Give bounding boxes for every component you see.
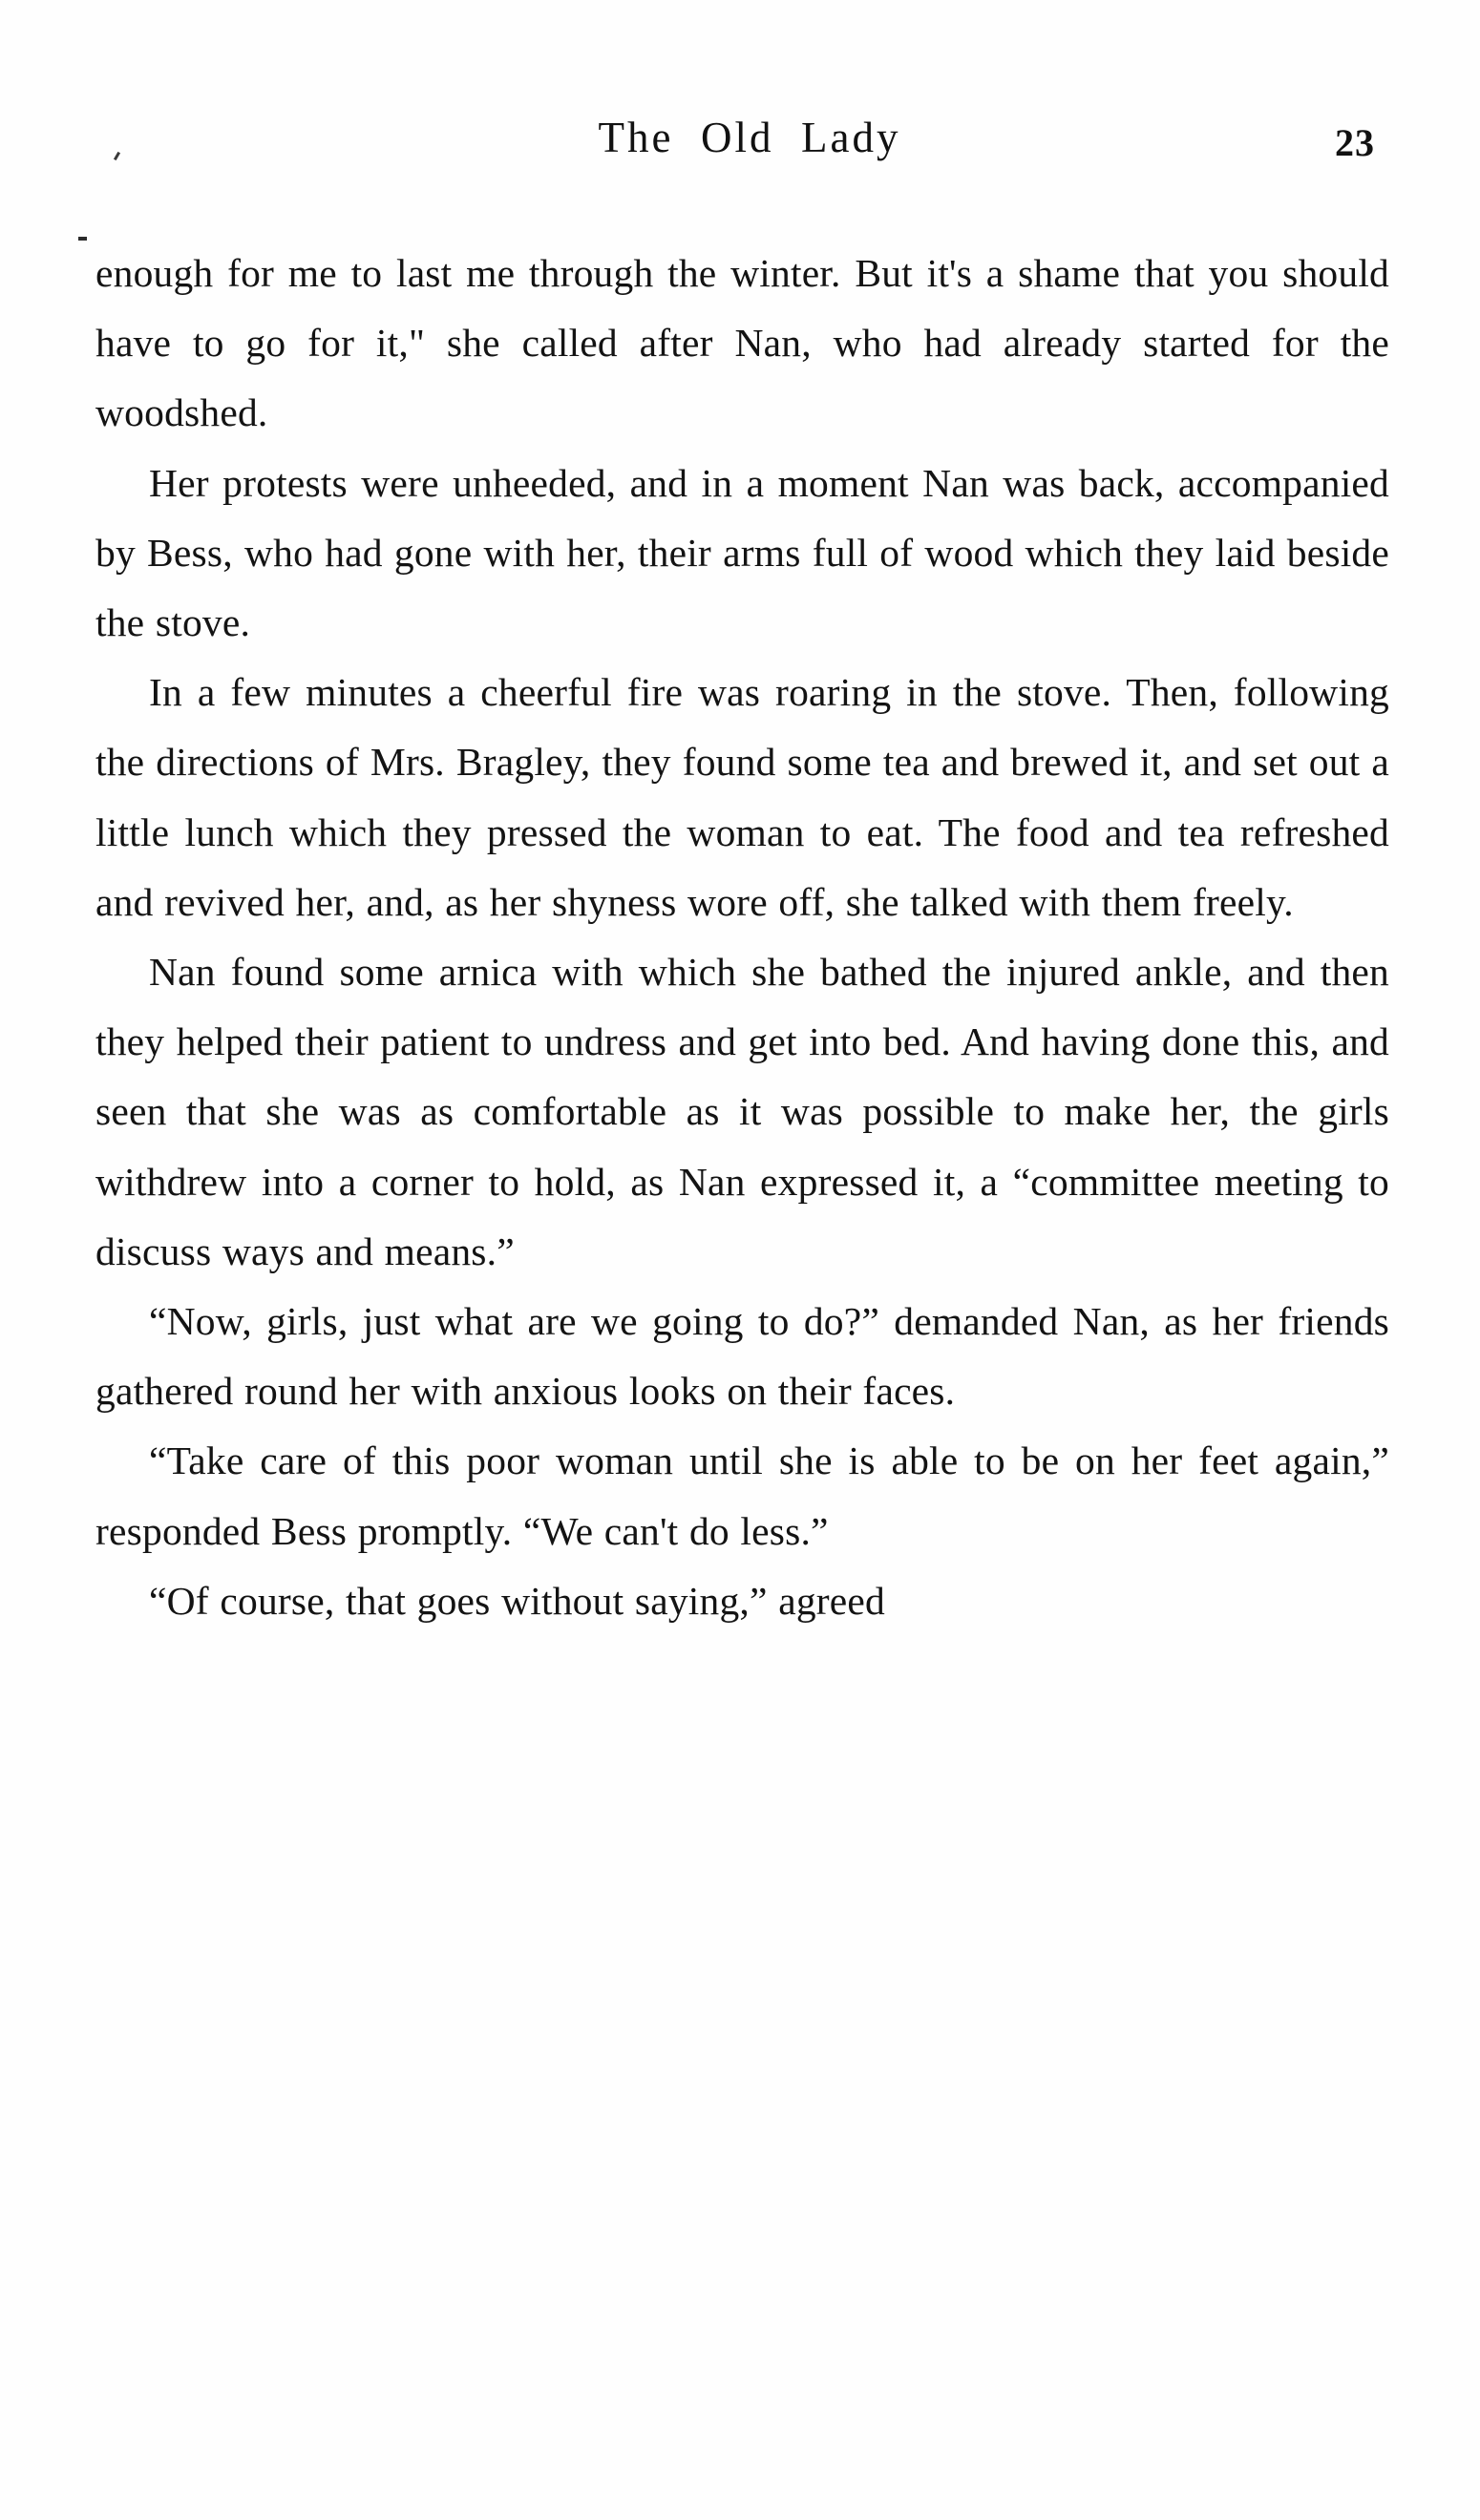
paragraph: “Of course, that goes without saying,” agreed: [149, 1578, 885, 1623]
scan-artifact-mark-left: [78, 237, 87, 241]
running-title: The Old Lady: [598, 114, 901, 161]
paragraph: “Take care of this poor woman until she is able to be on her feet again,” responded Bess promptly. “We can't do less.”: [95, 1438, 1389, 1553]
paragraph: enough for me to last me through the winter. But it's a shame that you should have to go for it," she called after Nan, who had already started for the woodshed.: [95, 251, 1389, 435]
paragraph: Nan found some arnica with which she bathed the injured ankle, and then they helped their patient to undress and get into bed. And having done this, and seen that she was as comfortable as it was possible to make her, the girls withdrew into a corner to hold, as Nan expressed it, a “committee meeting to discuss ways and means.”: [95, 950, 1389, 1273]
paragraph: “Now, girls, just what are we going to do?” demanded Nan, as her friends gathered round her with anxious looks on their faces.: [95, 1299, 1389, 1414]
paragraph: In a few minutes a cheerful fire was roaring in the stove. Then, following the directions of Mrs. Bragley, they found some tea and brewed it, and set out a little lunch which they pressed the woman to eat. The food and tea refreshed and revived her, and, as her shyness wore off, she talked with them freely.: [95, 670, 1389, 924]
page-header: [95, 113, 1404, 179]
paragraph: Her protests were unheeded, and in a moment Nan was back, accompanied by Bess, who had gone with her, their arms full of wood which they laid beside the stove.: [95, 460, 1389, 645]
page-number: 23: [1335, 121, 1375, 164]
page-body: [95, 239, 1389, 1636]
